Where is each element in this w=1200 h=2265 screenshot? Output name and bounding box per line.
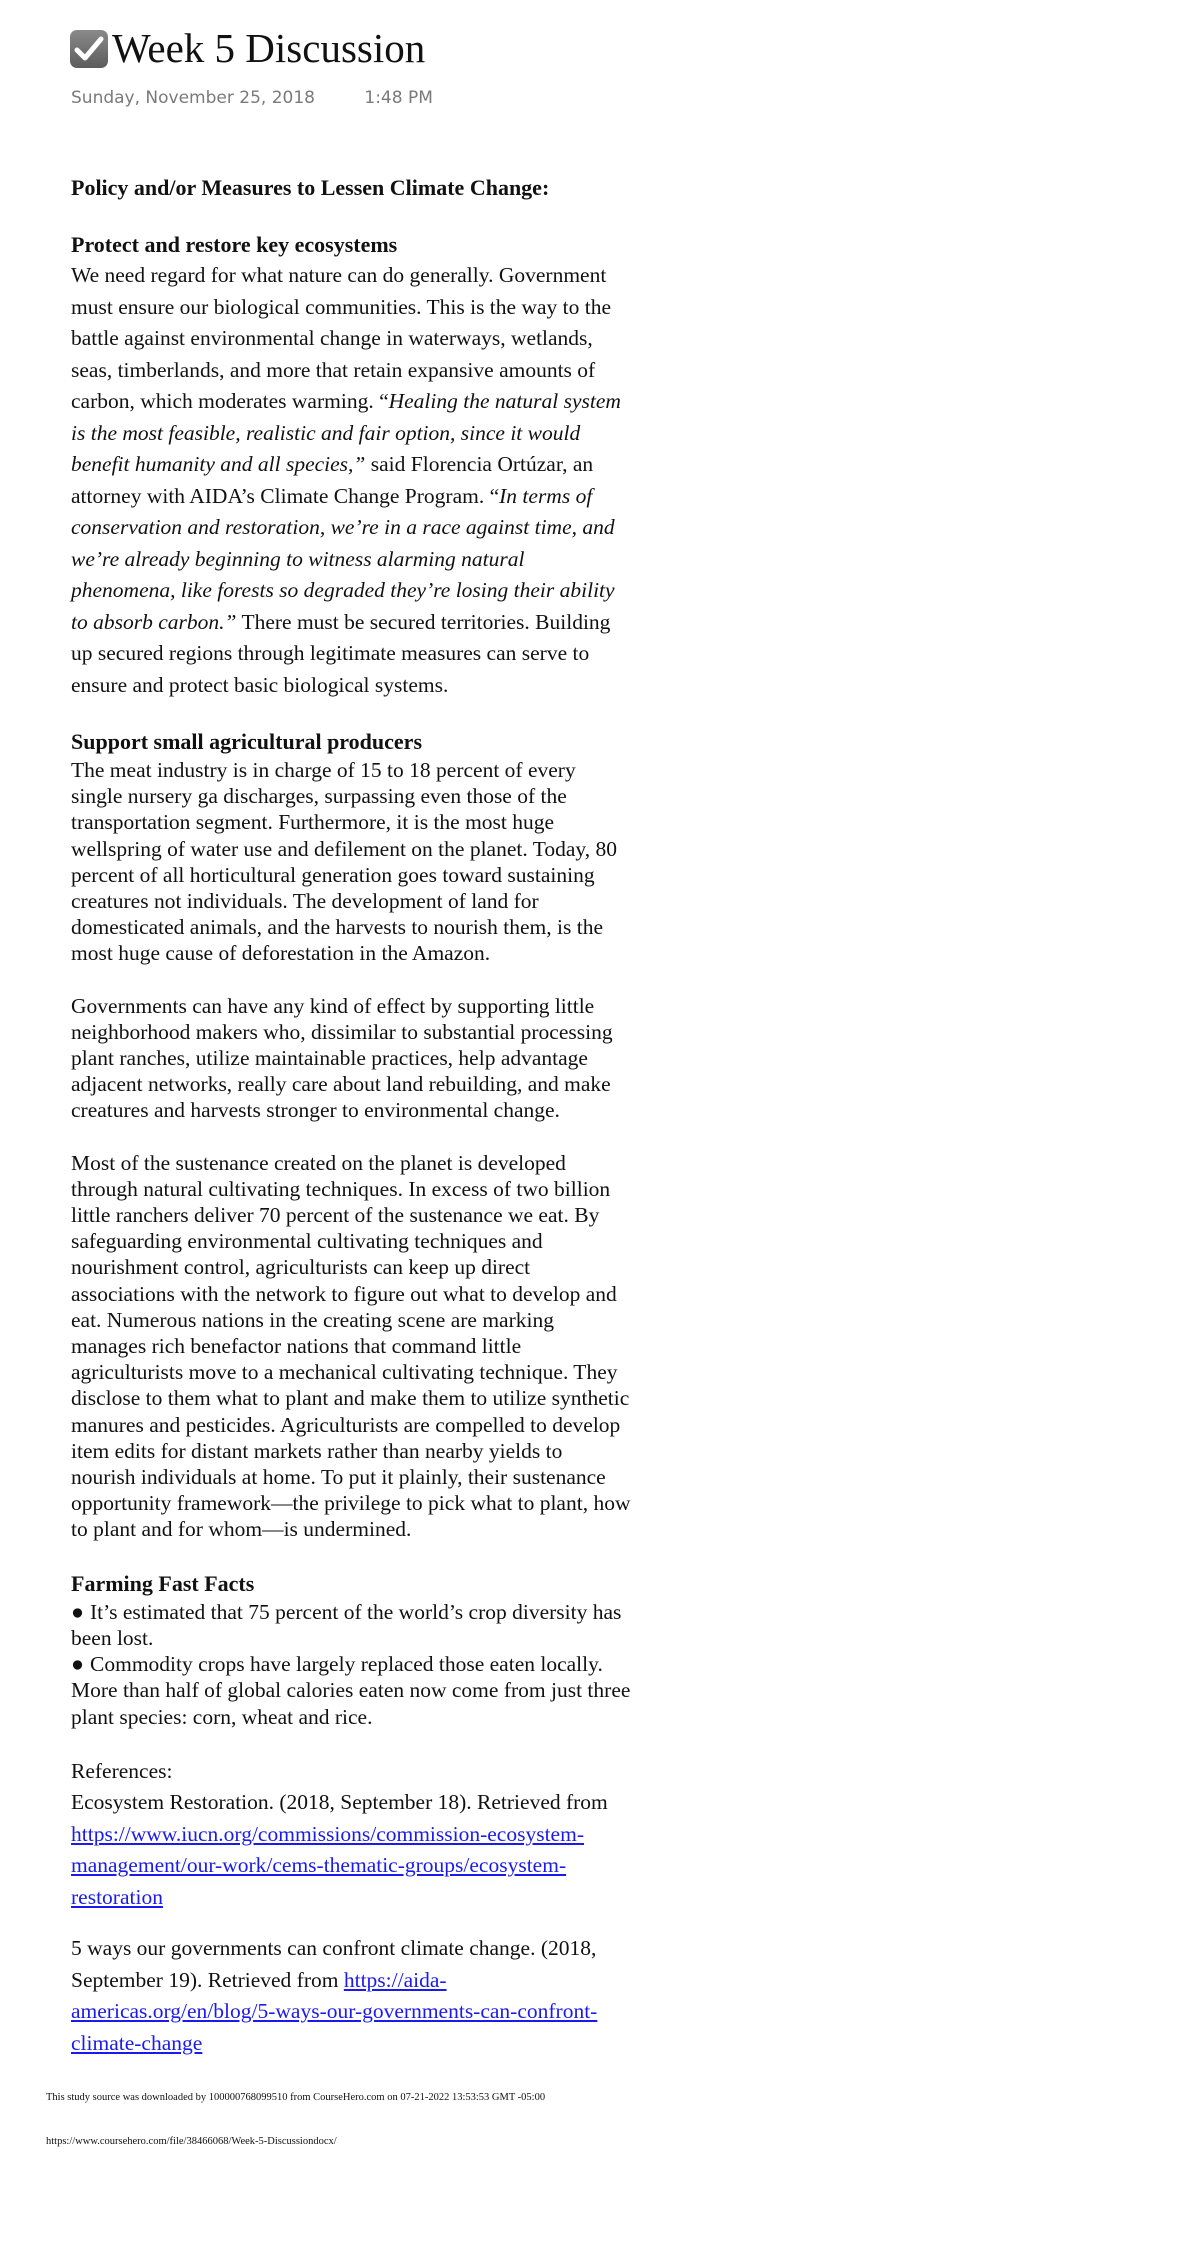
text-segment: There must be secured territories. Building up secured regions through legitimate measures can serve to ensure and protect basic biological systems. [71, 609, 611, 697]
reference-item [71, 1933, 631, 2059]
note-timestamp [71, 88, 433, 108]
reference-item [71, 1787, 631, 1913]
download-source-url: https://www.coursehero.com/file/38466068/Week-5-Discussiondocx/ [46, 2136, 337, 2147]
fact-item [71, 1599, 631, 1651]
text-segment: said Florencia Ortúzar, an attorney with AIDA’s Climate Change Program. “ [71, 452, 594, 508]
reference-text: Ecosystem Restoration. (2018, September 18). Retrieved from [71, 1790, 608, 1815]
download-source-note: This study source was downloaded by 100000768099510 from CourseHero.com on 07-21-2022 13:53:53 GMT -05:00 [46, 2092, 546, 2103]
section-heading-agriculture: Support small agricultural producers [71, 729, 423, 754]
note-time: 1:48 PM [364, 88, 433, 108]
section-heading-facts: Farming Fast Facts [71, 1570, 255, 1596]
fact-item [71, 1651, 631, 1730]
quote-segment: In terms of conservation and restoration, we’re in a race against time, and we’re already beginning to witness alarming natural phenomena, like forests so degraded they’re losing their ability to absorb carbon.” [71, 483, 615, 634]
reference-link[interactable]: https://www.iucn.org/commissions/commission-ecosystem-management/our-work/cems-thematic-groups/ecosystem-restoration [71, 1821, 584, 1909]
note-header [70, 25, 426, 71]
note-date: Sunday, November 25, 2018 [71, 88, 315, 108]
references-label: References: [71, 1758, 173, 1783]
fact-text: It’s estimated that 75 percent of the world’s crop diversity has been lost. [71, 1599, 622, 1650]
page-title: Week 5 Discussion [112, 25, 426, 71]
main-heading: Policy and/or Measures to Lessen Climate Change: [71, 175, 550, 200]
paragraph-ecosystems [71, 260, 631, 701]
paragraph-sustenance: Most of the sustenance created on the planet is developed through natural cultivating techniques. In excess of two billion little ranchers deliver 70 percent of the sustenance we eat. By safeguarding environmental cultivating techniques and nourishment control, agriculturists can keep up direct associations with the network to figure out what to develop and eat. Numerous nations in the creating scene are marking manages rich benefactor nations that command little agriculturists move to a mechanical cultivating technique. They disclose to them what to plant and make them to utilize synthetic manures and pesticides. Agriculturists are compelled to develop item edits for distant markets rather than nearby yields to nourish individuals at home. To put it plainly, their sustenance opportunity framework—the privilege to pick what to plant, how to plant and for whom—is undermined. [71, 1150, 631, 1542]
text-segment: We need regard for what nature can do generally. Government must ensure our biological communities. This is the way to the battle against environmental change in waterways, wetlands, seas, timberlands, and more that retain expansive amounts of carbon, which moderates warming. “ [71, 263, 612, 413]
quote-segment: Healing the natural system is the most feasible, realistic and fair option, since it would benefit humanity and all species,” [71, 389, 621, 476]
reference-link[interactable]: https://aida-americas.org/en/blog/5-ways-our-governments-can-confront-climate-change [71, 1967, 598, 2055]
document-body [71, 170, 631, 2059]
bullet-icon: ● [71, 1599, 84, 1624]
bullet-icon: ● [71, 1652, 84, 1677]
paragraph-governments: Governments can have any kind of effect by supporting little neighborhood makers who, dissimilar to substantial processing plant ranches, utilize maintainable practices, help advantage adjacent networks, really care about land rebuilding, and make creatures and harvests stronger to environmental change. [71, 993, 613, 1123]
reference-text: 5 ways our governments can confront climate change. (2018, September 19). Retrieved from [71, 1936, 597, 1992]
checkbox-icon[interactable] [70, 30, 108, 68]
paragraph-meat-industry: The meat industry is in charge of 15 to 18 percent of every single nursery ga discharges, surpassing even those of the transportation segment. Furthermore, it is the most huge wellspring of water use and defilement on the planet. Today, 80 percent of all horticultural generation goes toward sustaining creatures not individuals. The development of land for domesticated animals, and the harvests to nourish them, is the most huge cause of deforestation in the Amazon. [71, 758, 617, 966]
fact-text: Commodity crops have largely replaced those eaten locally. More than half of global calories eaten now come from just three plant species: corn, wheat and rice. [71, 1652, 631, 1729]
section-heading-ecosystems: Protect and restore key ecosystems [71, 232, 398, 257]
